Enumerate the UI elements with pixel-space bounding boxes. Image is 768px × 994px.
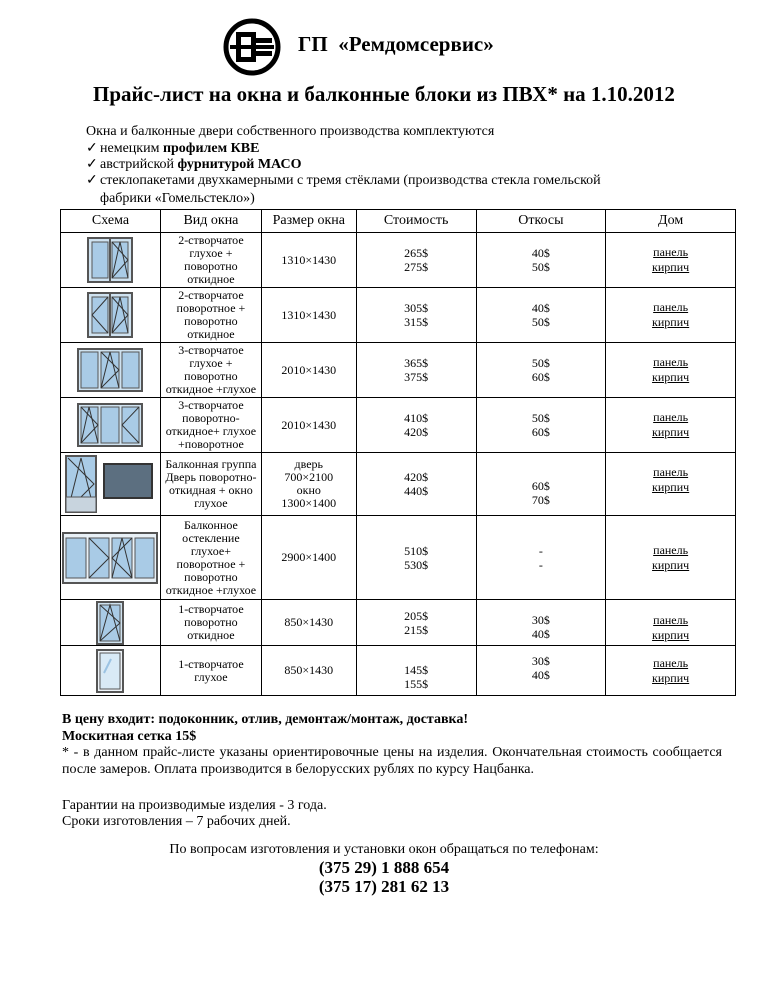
window-2-sash-icon [87,292,133,338]
price-table [60,209,736,696]
price-cell: 510$ 530$ [356,516,476,600]
schema-cell [61,398,161,453]
price-cell: 305$ 315$ [356,288,476,343]
table-row [61,288,736,343]
table-row [61,453,736,516]
window-1-fixed-icon [96,649,124,693]
house-cell: панель кирпич [606,343,736,398]
intro-lead: Окна и балконные двери собственного производства комплектуются [86,124,495,139]
size-cell: 1310×1430 [261,233,356,288]
phone-number: (375 17) 281 62 13 [318,877,450,896]
schema-cell [61,516,161,600]
house-cell: панель кирпич [606,600,736,646]
check-icon: ✓ [86,173,98,188]
house-cell: панель кирпич [606,646,736,696]
production-term-note: Сроки изготовления – 7 рабочих дней. [62,814,291,829]
price-cell: 410$ 420$ [356,398,476,453]
check-icon: ✓ [86,141,98,156]
slopes-cell: 40$ 50$ [476,288,606,343]
slopes-cell: 30$ 40$ [476,646,606,696]
window-3-sash-icon [77,348,143,392]
column-header: Схема [61,210,161,233]
window-type-cell: 2-створчатое глухое + поворотно откидное [160,233,261,288]
table-row [61,398,736,453]
slopes-cell: 50$ 60$ [476,398,606,453]
table-row [61,343,736,398]
schema-cell [61,453,161,516]
window-type-cell: 1-створчатое поворотно откидное [160,600,261,646]
table-row [61,600,736,646]
column-header: Размер окна [261,210,356,233]
phone-number: (375 29) 1 888 654 [318,858,450,877]
size-cell: 1310×1430 [261,288,356,343]
slopes-cell: - - [476,516,606,600]
schema-cell [61,288,161,343]
balcony-door-icon [64,455,156,513]
contact-note: По вопросам изготовления и установки окон обращаться по телефонам: [169,842,599,857]
column-header: Откосы [476,210,606,233]
table-row [61,516,736,600]
company-name: ГП «Ремдомсервис» [298,32,494,56]
page-title: Прайс-лист на окна и балконные блоки из ПВХ* на 1.10.2012 [93,82,675,106]
window-type-cell: 3-створчатое поворотно- откидное+ глухое +поворотное [160,398,261,453]
schema-cell [61,233,161,288]
house-cell: панель кирпич [606,398,736,453]
column-header: Стоимость [356,210,476,233]
size-cell: 850×1430 [261,600,356,646]
window-3-sash-icon [77,403,143,447]
price-cell: 420$ 440$ [356,453,476,516]
window-type-cell: 3-створчатое глухое + поворотно откидное +глухое [160,343,261,398]
intro-bullet: ✓ немецким профилем КВЕ [86,141,260,156]
window-type-cell: 1-створчатое глухое [160,646,261,696]
disclaimer-note: * - в данном прайс-листе указаны ориентировочные цены на изделия. Окончательная стоимость сообщается после замеров. Оплата производится в белорусских рублях по курсу Нацбанка. [62,745,722,777]
balcony-glazing-icon [62,532,158,584]
window-type-cell: Балконное остекление глухое+ поворотное + поворотно откидное +глухое [160,516,261,600]
house-cell: панель кирпич [606,453,736,516]
price-includes-note: В цену входит: подоконник, отлив, демонтаж/монтаж, доставка! [62,712,469,727]
warranty-note: Гарантии на производимые изделия - 3 года. [62,798,327,813]
schema-cell [61,646,161,696]
size-cell: 850×1430 [261,646,356,696]
window-2-sash-icon [87,237,133,283]
schema-cell [61,343,161,398]
size-cell: 2010×1430 [261,343,356,398]
column-header: Вид окна [160,210,261,233]
column-header: Дом [606,210,736,233]
house-cell: панель кирпич [606,233,736,288]
window-1-sash-icon [96,601,124,645]
window-type-cell: 2-створчатое поворотное + поворотно откидное [160,288,261,343]
price-cell: 205$ 215$ [356,600,476,646]
window-type-cell: Балконная группа Дверь поворотно- откидная + окно глухое [160,453,261,516]
slopes-cell: 50$ 60$ [476,343,606,398]
schema-cell [61,600,161,646]
price-cell: 145$ 155$ [356,646,476,696]
size-cell: 2010×1430 [261,398,356,453]
house-cell: панель кирпич [606,288,736,343]
mosquito-net-note: Москитная сетка 15$ [62,729,197,744]
table-row [61,233,736,288]
house-cell: панель кирпич [606,516,736,600]
slopes-cell: 30$ 40$ [476,600,606,646]
slopes-cell: 40$ 50$ [476,233,606,288]
size-cell: 2900×1400 [261,516,356,600]
price-cell: 365$ 375$ [356,343,476,398]
price-cell: 265$ 275$ [356,233,476,288]
check-icon: ✓ [86,157,98,172]
company-logo [216,18,288,76]
table-header-row [61,210,736,233]
table-row [61,646,736,696]
intro-bullet: ✓ австрийской фурнитурой МАСО [86,157,302,172]
intro-bullet: ✓ стеклопакетами двухкамерными с тремя стёклами (производства стекла гомельской фабрики «Гомельстекло») [86,173,601,206]
size-cell: дверь 700×2100 окно 1300×1400 [261,453,356,516]
slopes-cell: 60$ 70$ [476,453,606,516]
